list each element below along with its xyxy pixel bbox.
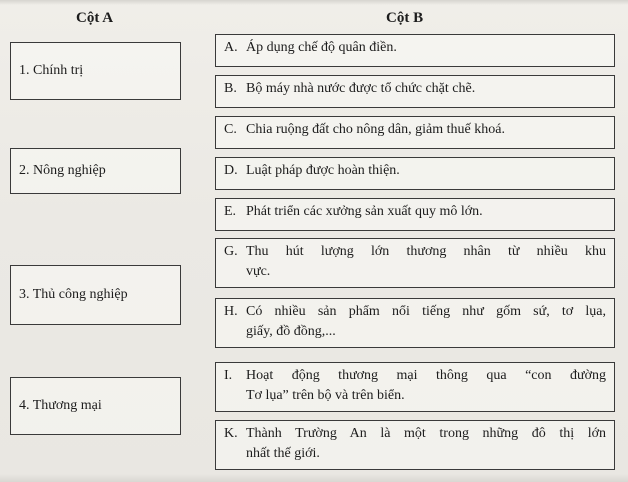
column-b-text: Bộ máy nhà nước được tổ chức chặt chẽ. <box>246 81 476 96</box>
column-b-text-continued: nhất thế giới. <box>246 446 320 461</box>
column-b-header: Cột B <box>386 10 424 26</box>
column-b-text: Thành Trường An là một trong những đô thị lớn <box>246 426 606 441</box>
column-b-item <box>215 238 615 288</box>
column-b-text: Luật pháp được hoàn thiện. <box>246 163 400 178</box>
column-b-text-continued: Tơ lụa” trên bộ và trên biển. <box>246 388 405 403</box>
column-b-item <box>215 157 615 190</box>
column-b-text: Có nhiều sản phẩm nổi tiếng như gốm sứ, tơ lụa, <box>246 304 606 319</box>
page-top-edge <box>0 0 628 5</box>
column-b-text: Chia ruộng đất cho nông dân, giảm thuế khoá. <box>246 122 505 137</box>
column-b-text-continued: giấy, đồ đồng,... <box>246 324 336 339</box>
column-b-letter: E. <box>224 204 237 219</box>
column-a-item <box>10 42 181 100</box>
column-b-text: Phát triển các xưởng sản xuất quy mô lớn. <box>246 204 483 219</box>
column-b-letter: A. <box>224 40 238 55</box>
page-bottom-edge <box>0 474 628 482</box>
column-a-item <box>10 265 181 325</box>
column-b-letter: C. <box>224 122 237 137</box>
column-b-letter: B. <box>224 81 237 96</box>
column-a-label: 3. Thủ công nghiệp <box>19 287 128 302</box>
column-b-letter: I. <box>224 368 233 383</box>
column-b-letter: G. <box>224 244 238 259</box>
column-b-text: Thu hút lượng lớn thương nhân từ nhiều khu <box>246 244 606 259</box>
column-b-text-continued: vực. <box>246 264 271 279</box>
column-b-item <box>215 75 615 108</box>
column-b-item <box>215 362 615 412</box>
column-b-letter: H. <box>224 304 238 319</box>
column-b-text: Áp dụng chế độ quân điền. <box>246 40 397 55</box>
column-b-item <box>215 420 615 470</box>
column-a-item <box>10 148 181 194</box>
column-b-item <box>215 198 615 231</box>
column-b-text: Hoạt động thương mại thông qua “con đường <box>246 368 606 383</box>
column-b-item <box>215 34 615 67</box>
column-a-label: 1. Chính trị <box>19 63 84 78</box>
column-b-item <box>215 116 615 149</box>
column-b-letter: K. <box>224 426 238 441</box>
column-b-letter: D. <box>224 163 238 178</box>
column-b-item <box>215 298 615 348</box>
column-a-item <box>10 377 181 435</box>
column-a-label: 4. Thương mại <box>19 398 102 413</box>
column-a-label: 2. Nông nghiệp <box>19 163 106 178</box>
column-a-header: Cột A <box>76 10 114 26</box>
